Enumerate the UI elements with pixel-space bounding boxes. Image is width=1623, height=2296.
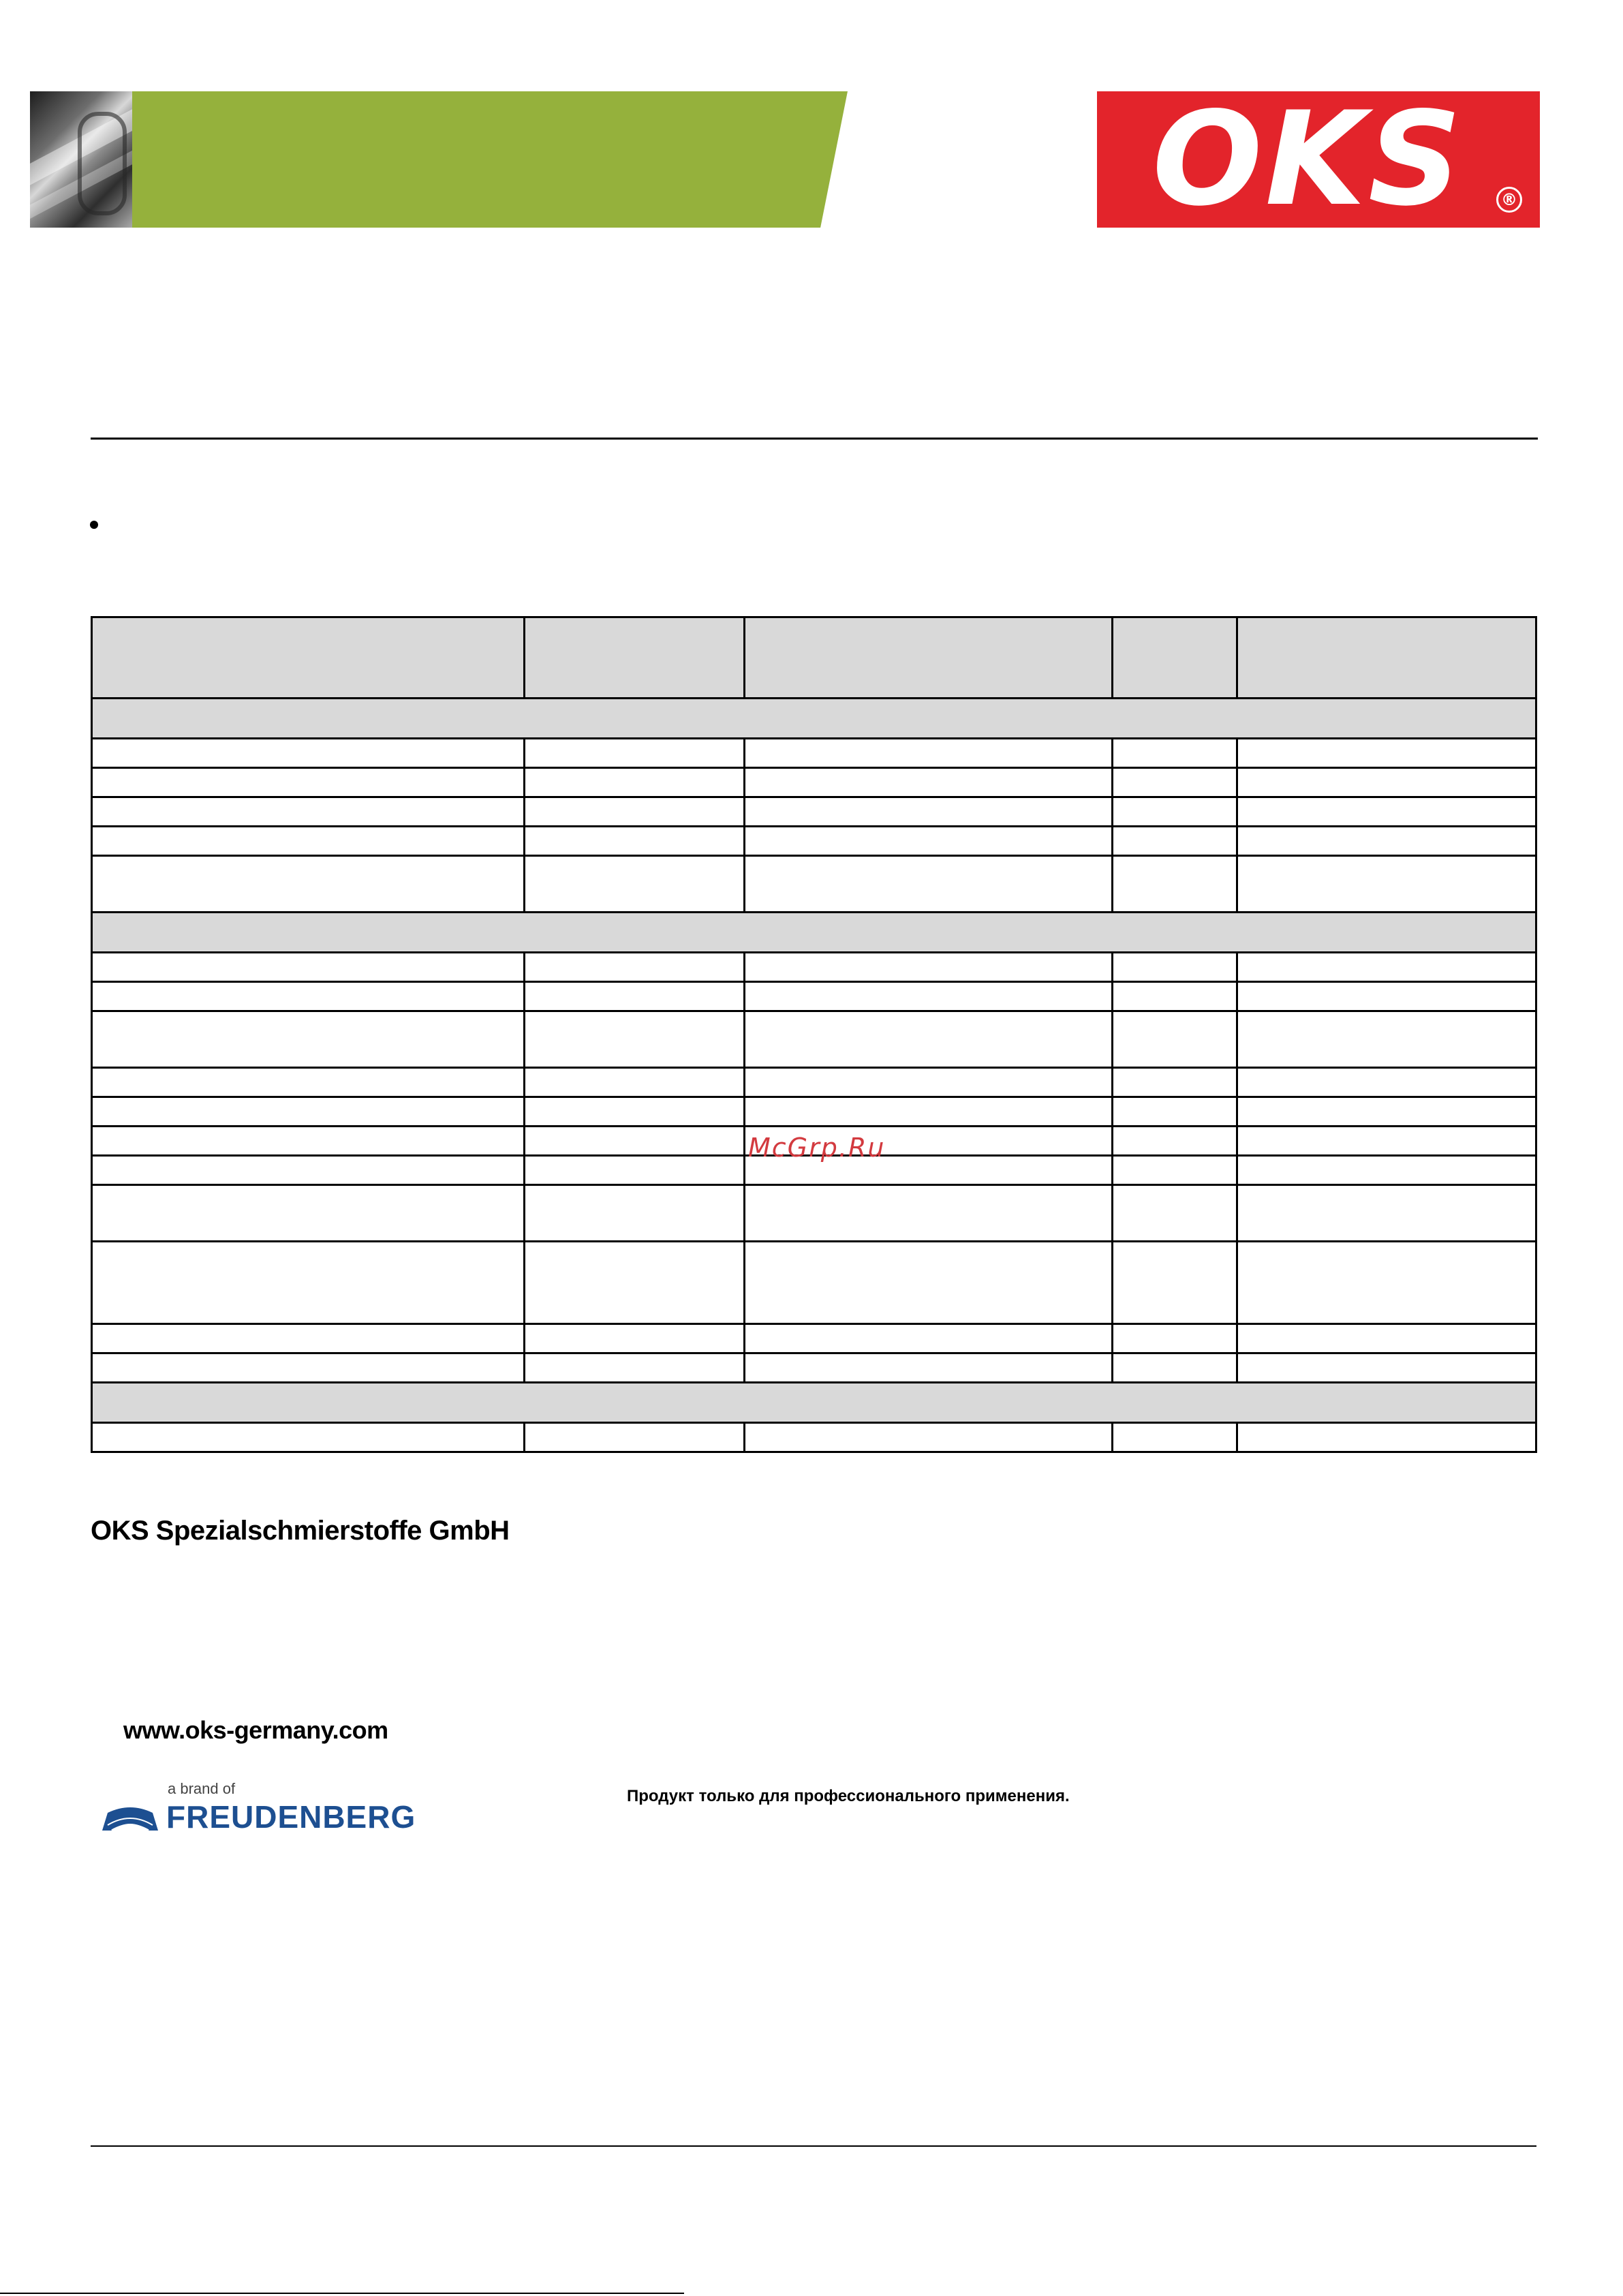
table-section-row: [92, 699, 1536, 739]
table-cell: [745, 856, 1113, 913]
table-cell: [525, 1127, 745, 1156]
table-cell: [1113, 1353, 1237, 1383]
table-cell: [1113, 982, 1237, 1011]
table-cell: [525, 1068, 745, 1097]
header-photo: [30, 91, 132, 228]
table-header-cell: [745, 617, 1113, 699]
table-cell: [1113, 1127, 1237, 1156]
table-row: [92, 1324, 1536, 1353]
table-cell: [92, 739, 525, 768]
table-cell: [745, 797, 1113, 827]
table-cell: [525, 1156, 745, 1185]
table-cell: [1113, 1156, 1237, 1185]
table-row: [92, 856, 1536, 913]
company-name: OKS Spezialschmierstoffe GmbH: [91, 1516, 510, 1546]
table-cell: [525, 1353, 745, 1383]
table-cell: [1113, 768, 1237, 797]
table-cell: [92, 1097, 525, 1127]
table-cell: [1237, 739, 1536, 768]
table-row: [92, 797, 1536, 827]
table-row: [92, 1242, 1536, 1324]
table-header-cell: [525, 617, 745, 699]
header-green-banner: [132, 91, 848, 228]
table-cell: [1237, 797, 1536, 827]
professional-use-notice: Продукт только для профессионального применения.: [627, 1787, 1070, 1805]
table-row: [92, 1353, 1536, 1383]
table-header-cell: [1237, 617, 1536, 699]
table-cell: [745, 1324, 1113, 1353]
table-cell: [525, 827, 745, 856]
table-cell: [1113, 1185, 1237, 1242]
table-cell: [92, 768, 525, 797]
table-cell: [92, 1242, 525, 1324]
table-cell: [525, 797, 745, 827]
table-cell: [1113, 739, 1237, 768]
table-cell: [1237, 1423, 1536, 1452]
table-section-row: [92, 1383, 1536, 1423]
top-divider: [91, 438, 1538, 440]
table-cell: [745, 1011, 1113, 1068]
bullet-point-icon: [90, 521, 98, 529]
table-cell: [1237, 982, 1536, 1011]
table-cell: [92, 827, 525, 856]
table-cell: [1237, 1353, 1536, 1383]
table-row: [92, 739, 1536, 768]
table-cell: [1113, 797, 1237, 827]
table-cell: [92, 1068, 525, 1097]
table-cell: [92, 1324, 525, 1353]
table-cell: [745, 1068, 1113, 1097]
table-cell: [1237, 953, 1536, 982]
table-cell: [1113, 1324, 1237, 1353]
table-row: [92, 827, 1536, 856]
table-cell: [1113, 1011, 1237, 1068]
table-row: [92, 1423, 1536, 1452]
table-cell: [525, 1011, 745, 1068]
table-cell: [745, 827, 1113, 856]
table-cell: [1113, 856, 1237, 913]
table-cell: [1237, 1156, 1536, 1185]
freudenberg-arch-icon: [101, 1805, 159, 1832]
table-cell: [745, 953, 1113, 982]
table-cell: [92, 1185, 525, 1242]
table-row: [92, 1185, 1536, 1242]
specification-table: [91, 616, 1537, 1453]
table-section-cell: [92, 1383, 1536, 1423]
table-cell: [1237, 1097, 1536, 1127]
table-cell: [525, 982, 745, 1011]
table-cell: [1237, 768, 1536, 797]
table-cell: [745, 1185, 1113, 1242]
registered-mark-icon: ®: [1496, 187, 1522, 213]
oks-logo-text: OKS: [1152, 84, 1464, 234]
table-row: [92, 1011, 1536, 1068]
table-cell: [1237, 1127, 1536, 1156]
table-cell: [525, 768, 745, 797]
table-cell: [745, 1097, 1113, 1127]
table-cell: [1113, 827, 1237, 856]
table-cell: [525, 953, 745, 982]
table-cell: [1113, 953, 1237, 982]
table-cell: [745, 1423, 1113, 1452]
table-cell: [1237, 1324, 1536, 1353]
table-cell: [745, 1353, 1113, 1383]
table-cell: [525, 739, 745, 768]
brand-prefix: a brand of: [168, 1780, 236, 1797]
table-cell: [92, 1011, 525, 1068]
table-row: [92, 768, 1536, 797]
table-cell: [92, 1353, 525, 1383]
website-link[interactable]: www.oks-germany.com: [123, 1716, 388, 1744]
table-header-cell: [92, 617, 525, 699]
table-row: [92, 953, 1536, 982]
table-cell: [92, 1127, 525, 1156]
table-cell: [92, 797, 525, 827]
watermark: McGrp.Ru: [748, 1133, 886, 1163]
table-row: [92, 1068, 1536, 1097]
oks-logo: [1097, 84, 1540, 234]
table-cell: [525, 1324, 745, 1353]
table-cell: [525, 1423, 745, 1452]
table-cell: [745, 768, 1113, 797]
table-cell: [525, 1242, 745, 1324]
table-cell: [92, 856, 525, 913]
table-cell: [745, 1242, 1113, 1324]
brand-name: FREUDENBERG: [166, 1799, 416, 1835]
table-section-cell: [92, 913, 1536, 953]
table-cell: [1237, 827, 1536, 856]
bottom-divider: [91, 2145, 1536, 2147]
table-header-row: [92, 617, 1536, 699]
table-cell: [1237, 1242, 1536, 1324]
table-cell: [525, 856, 745, 913]
table-cell: [92, 982, 525, 1011]
table-cell: [1237, 1011, 1536, 1068]
table-header-cell: [1113, 617, 1237, 699]
table-section-cell: [92, 699, 1536, 739]
table-cell: [1113, 1242, 1237, 1324]
table-cell: [1113, 1423, 1237, 1452]
table-cell: [525, 1097, 745, 1127]
table-cell: [745, 739, 1113, 768]
table-cell: [1113, 1097, 1237, 1127]
table-cell: [92, 1156, 525, 1185]
table-row: [92, 1097, 1536, 1127]
table-cell: [1237, 856, 1536, 913]
table-cell: [1237, 1068, 1536, 1097]
footer-edge-line: [0, 2293, 684, 2294]
table-cell: [92, 953, 525, 982]
table-section-row: [92, 913, 1536, 953]
table-cell: [525, 1185, 745, 1242]
table-row: [92, 982, 1536, 1011]
table-cell: [1237, 1185, 1536, 1242]
freudenberg-logo: [101, 1780, 416, 1835]
table-cell: [745, 982, 1113, 1011]
table-cell: [1113, 1068, 1237, 1097]
table-cell: [92, 1423, 525, 1452]
